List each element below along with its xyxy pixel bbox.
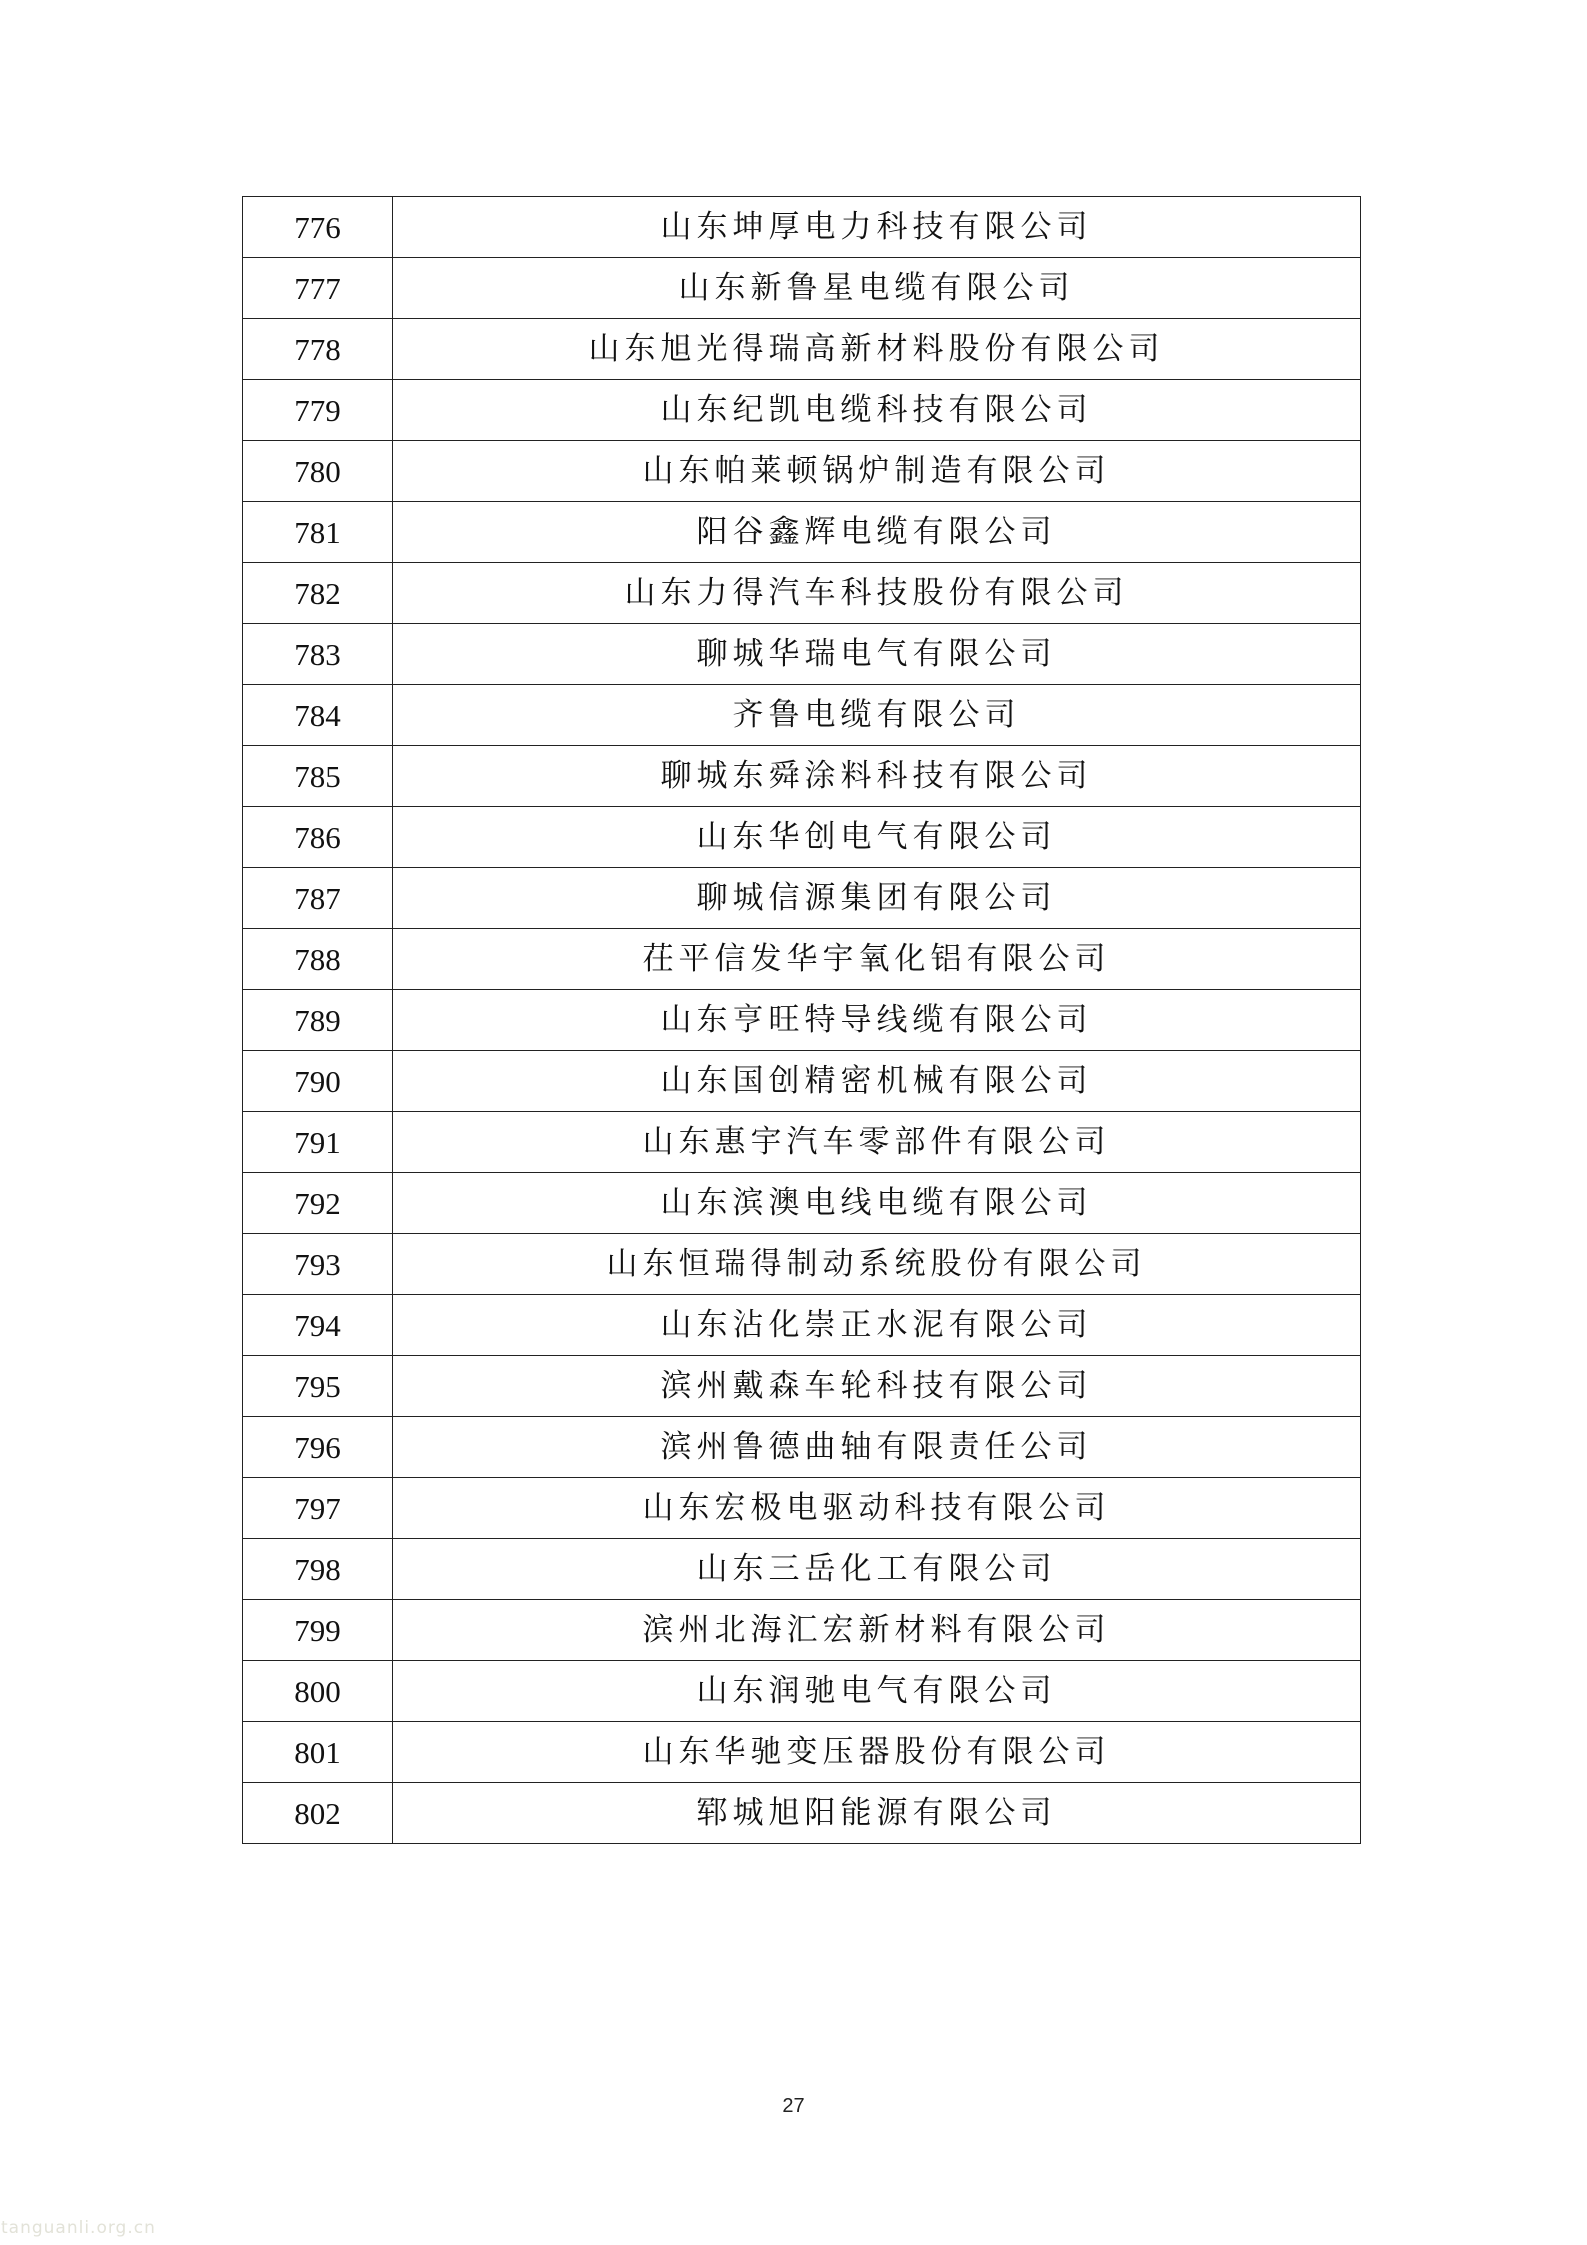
row-number-cell: 777 (243, 258, 393, 319)
table-row (243, 1600, 1361, 1661)
table-row (243, 1783, 1361, 1844)
row-number-cell: 799 (243, 1600, 393, 1661)
table-row (243, 1722, 1361, 1783)
page-number: 27 (782, 2095, 805, 2117)
row-number-cell: 790 (243, 1051, 393, 1112)
company-name-cell: 滨州鲁德曲轴有限责任公司 (393, 1417, 1361, 1478)
table-row (243, 258, 1361, 319)
company-name-cell: 山东润驰电气有限公司 (393, 1661, 1361, 1722)
row-number-cell: 800 (243, 1661, 393, 1722)
row-number-cell: 778 (243, 319, 393, 380)
company-name-cell: 聊城华瑞电气有限公司 (393, 624, 1361, 685)
row-number-cell: 789 (243, 990, 393, 1051)
company-name-cell: 山东新鲁星电缆有限公司 (393, 258, 1361, 319)
table-row (243, 197, 1361, 258)
row-number-cell: 795 (243, 1356, 393, 1417)
company-name-cell: 山东力得汽车科技股份有限公司 (393, 563, 1361, 624)
company-name-cell: 山东华创电气有限公司 (393, 807, 1361, 868)
row-number-cell: 784 (243, 685, 393, 746)
company-name-cell: 山东宏极电驱动科技有限公司 (393, 1478, 1361, 1539)
row-number-cell: 776 (243, 197, 393, 258)
row-number-cell: 780 (243, 441, 393, 502)
table-row (243, 502, 1361, 563)
table-row (243, 929, 1361, 990)
row-number-cell: 793 (243, 1234, 393, 1295)
table-row (243, 868, 1361, 929)
company-name-cell: 郓城旭阳能源有限公司 (393, 1783, 1361, 1844)
row-number-cell: 791 (243, 1112, 393, 1173)
table-row (243, 807, 1361, 868)
company-name-cell: 茌平信发华宇氧化铝有限公司 (393, 929, 1361, 990)
table-row (243, 1661, 1361, 1722)
company-name-cell: 滨州戴森车轮科技有限公司 (393, 1356, 1361, 1417)
row-number-cell: 797 (243, 1478, 393, 1539)
company-name-cell: 山东坤厚电力科技有限公司 (393, 197, 1361, 258)
row-number-cell: 779 (243, 380, 393, 441)
row-number-cell: 782 (243, 563, 393, 624)
company-name-cell: 山东纪凯电缆科技有限公司 (393, 380, 1361, 441)
table-row (243, 1051, 1361, 1112)
company-name-cell: 山东恒瑞得制动系统股份有限公司 (393, 1234, 1361, 1295)
row-number-cell: 798 (243, 1539, 393, 1600)
row-number-cell: 796 (243, 1417, 393, 1478)
table-row (243, 441, 1361, 502)
table-row (243, 624, 1361, 685)
table-row (243, 1539, 1361, 1600)
table-row (243, 685, 1361, 746)
table-row (243, 1478, 1361, 1539)
row-number-cell: 802 (243, 1783, 393, 1844)
table-body (243, 197, 1361, 1844)
company-name-cell: 山东三岳化工有限公司 (393, 1539, 1361, 1600)
table-row (243, 380, 1361, 441)
row-number-cell: 794 (243, 1295, 393, 1356)
row-number-cell: 781 (243, 502, 393, 563)
company-name-cell: 山东旭光得瑞高新材料股份有限公司 (393, 319, 1361, 380)
table-row (243, 563, 1361, 624)
company-name-cell: 聊城信源集团有限公司 (393, 868, 1361, 929)
company-name-cell: 齐鲁电缆有限公司 (393, 685, 1361, 746)
table-row (243, 1234, 1361, 1295)
company-name-cell: 山东沾化崇正水泥有限公司 (393, 1295, 1361, 1356)
company-name-cell: 山东华驰变压器股份有限公司 (393, 1722, 1361, 1783)
table-row (243, 746, 1361, 807)
table-row (243, 1112, 1361, 1173)
row-number-cell: 785 (243, 746, 393, 807)
row-number-cell: 786 (243, 807, 393, 868)
table-row (243, 1356, 1361, 1417)
company-name-cell: 山东帕莱顿锅炉制造有限公司 (393, 441, 1361, 502)
row-number-cell: 792 (243, 1173, 393, 1234)
table-row (243, 1295, 1361, 1356)
company-name-cell: 滨州北海汇宏新材料有限公司 (393, 1600, 1361, 1661)
table-row (243, 1417, 1361, 1478)
company-name-cell: 阳谷鑫辉电缆有限公司 (393, 502, 1361, 563)
row-number-cell: 801 (243, 1722, 393, 1783)
table-row (243, 319, 1361, 380)
row-number-cell: 787 (243, 868, 393, 929)
company-name-cell: 山东亨旺特导线缆有限公司 (393, 990, 1361, 1051)
watermark-text: tanguanli.org.cn (1, 2218, 156, 2238)
company-name-cell: 聊城东舜涂料科技有限公司 (393, 746, 1361, 807)
row-number-cell: 788 (243, 929, 393, 990)
row-number-cell: 783 (243, 624, 393, 685)
company-name-cell: 山东滨澳电线电缆有限公司 (393, 1173, 1361, 1234)
table-row (243, 990, 1361, 1051)
company-name-cell: 山东惠宇汽车零部件有限公司 (393, 1112, 1361, 1173)
company-name-cell: 山东国创精密机械有限公司 (393, 1051, 1361, 1112)
table-row (243, 1173, 1361, 1234)
company-list-table (242, 196, 1361, 1844)
